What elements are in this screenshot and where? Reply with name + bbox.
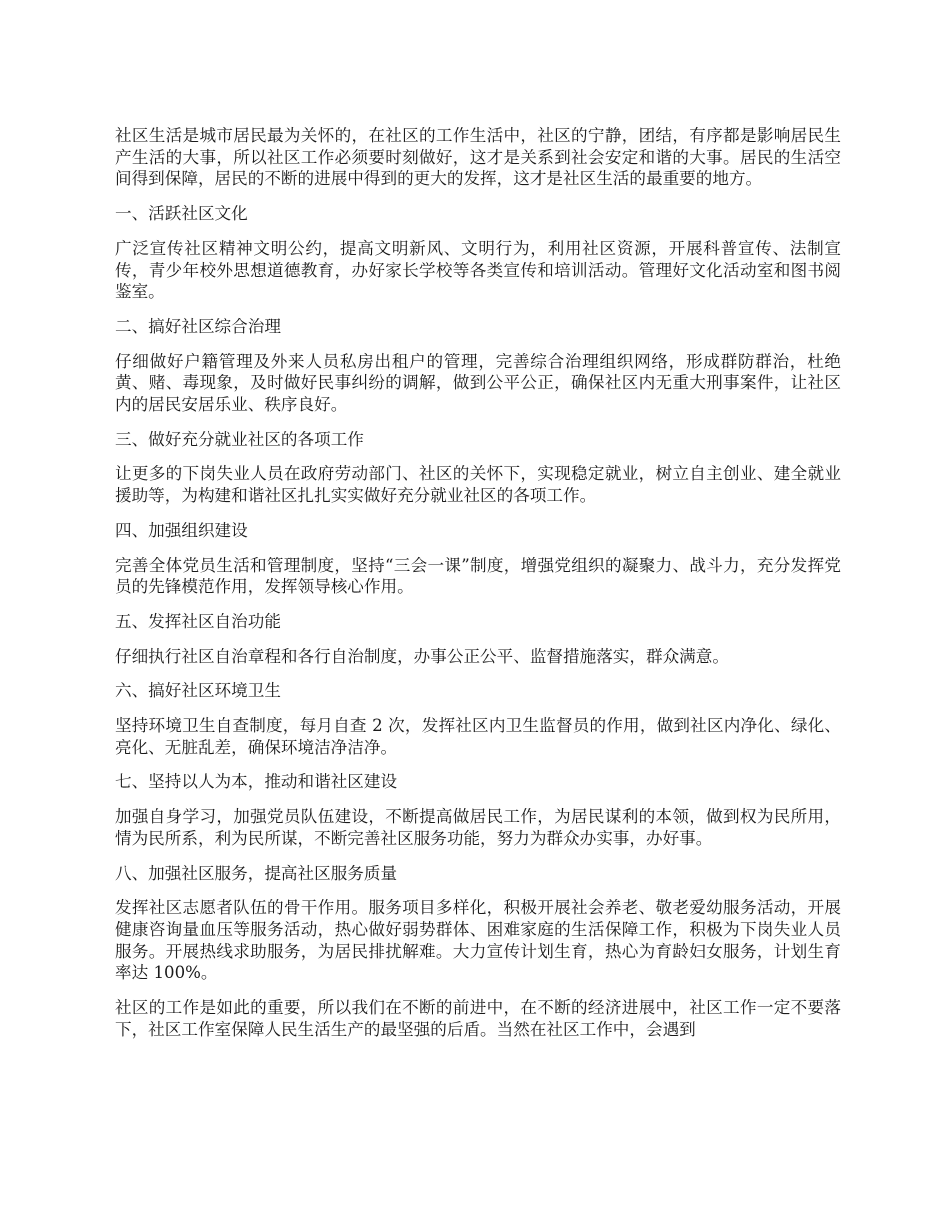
section-body-8: 发挥社区志愿者队伍的骨干作用。服务项目多样化，积极开展社会养老、敬老爱幼服务活动，开展健康咨询量血压等服务活动，热心做好弱势群体、困难家庭的生活保障工作，积极为下岗失业人员服务。开展热线求助服务，为居民排扰解难。大力宣传计划生育，热心为育龄妇女服务，计划生育率达 100%。	[115, 898, 841, 983]
section-heading-2: 二、搞好社区综合治理	[115, 316, 281, 336]
section-body-5: 仔细执行社区自治章程和各行自治制度，办事公正公平、监督措施落实，群众满意。	[115, 646, 729, 666]
section-body-4: 完善全体党员生活和管理制度，坚持“三会一课”制度，增强党组织的凝聚力、战斗力，充分发挥党员的先锋模范作用，发挥领导核心作用。	[115, 555, 841, 597]
section-body-1: 广泛宣传社区精神文明公约，提高文明新风、文明行为，利用社区资源，开展科普宣传、法制宣传，青少年校外思想道德教育，办好家长学校等各类宣传和培训活动。管理好文化活动室和图书阅鉴室。	[115, 238, 841, 302]
section-body-7: 加强自身学习，加强党员队伍建设，不断提高做居民工作，为居民谋利的本领，做到权为民所用，情为民所系，利为民所谋，不断完善社区服务功能，努力为群众办实事，办好事。	[115, 807, 841, 848]
section-heading-8: 八、加强社区服务，提高社区服务质量	[115, 863, 398, 883]
section-heading-6: 六、搞好社区环境卫生	[115, 681, 281, 701]
section-body-3: 让更多的下岗失业人员在政府劳动部门、社区的关怀下，实现稳定就业，树立自主创业、建全就业援助等，为构建和谐社区扎扎实实做好充分就业社区的各项工作。	[115, 464, 841, 506]
section-heading-7: 七、坚持以人为本，推动和谐社区建设	[115, 772, 398, 792]
intro-paragraph: 社区生活是城市居民最为关怀的，在社区的工作生活中，社区的宁静，团结，有序都是影响居民生产生活的大事，所以社区工作必须要时刻做好，这才是关系到社会安定和谐的大事。居民的生活空间得到保障，居民的不断的进展中得到的更大的发挥，这才是社区生活的最重要的地方。	[115, 126, 841, 189]
section-heading-1: 一、活跃社区文化	[115, 204, 248, 224]
section-body-2: 仔细做好户籍管理及外来人员私房出租户的管理，完善综合治理组织网络，形成群防群治，杜绝黄、赌、毒现象，及时做好民事纠纷的调解，做到公平公正，确保社区内无重大刑事案件，让社区内的居民安居乐业、秩序良好。	[115, 351, 841, 415]
section-body-6: 坚持环境卫生自查制度，每月自查 2 次，发挥社区内卫生监督员的作用，做到社区内净化、绿化、亮化、无脏乱差，确保环境洁净洁净。	[115, 716, 841, 757]
section-heading-3: 三、做好充分就业社区的各项工作	[115, 429, 364, 449]
document-body	[115, 125, 841, 1054]
closing-paragraph: 社区的工作是如此的重要，所以我们在不断的前进中，在不断的经济进展中，社区工作一定不要落下，社区工作室保障人民生活生产的最坚强的后盾。当然在社区工作中，会遇到	[115, 998, 841, 1039]
section-heading-4: 四、加强组织建设	[115, 520, 248, 540]
section-heading-5: 五、发挥社区自治功能	[115, 611, 281, 631]
